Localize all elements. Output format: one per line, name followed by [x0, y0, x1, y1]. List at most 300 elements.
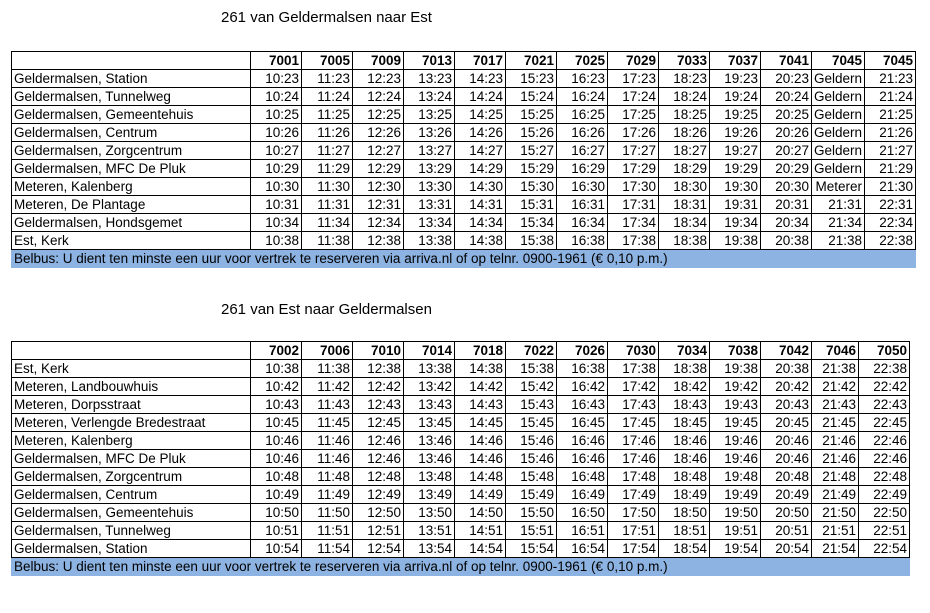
stop-name: Geldermalsen, Tunnelweg [12, 522, 251, 540]
departure-time: 15:54 [506, 540, 557, 558]
departure-time: 18:45 [659, 414, 710, 432]
departure-time: 15:46 [506, 432, 557, 450]
departure-time: 11:38 [302, 232, 353, 250]
departure-time: 17:25 [608, 106, 659, 124]
departure-time: 13:49 [404, 486, 455, 504]
departure-time: 17:31 [608, 196, 659, 214]
departure-time: 13:25 [404, 106, 455, 124]
departure-time: 21:54 [812, 540, 859, 558]
departure-time: 22:46 [859, 450, 910, 468]
departure-time: 12:38 [353, 232, 404, 250]
departure-time: 12:45 [353, 414, 404, 432]
departure-time: 15:24 [506, 88, 557, 106]
trip-number: 7033 [659, 52, 710, 70]
departure-time: Geldern [812, 88, 865, 106]
departure-time: 21:24 [865, 88, 916, 106]
departure-time: 19:46 [710, 450, 761, 468]
departure-time: 19:46 [710, 432, 761, 450]
departure-time: 22:43 [859, 396, 910, 414]
departure-time: 14:50 [455, 504, 506, 522]
departure-time: 15:50 [506, 504, 557, 522]
departure-time: 21:51 [812, 522, 859, 540]
departure-time: 16:42 [557, 378, 608, 396]
table-row [12, 106, 916, 124]
departure-time: 20:31 [761, 196, 812, 214]
stop-name: Meteren, Kalenberg [12, 432, 251, 450]
stop-name: Meteren, Kalenberg [12, 178, 251, 196]
trip-number: 7041 [761, 52, 812, 70]
departure-time: 17:38 [608, 232, 659, 250]
departure-time: 17:54 [608, 540, 659, 558]
departure-time: 16:48 [557, 468, 608, 486]
departure-time: 15:29 [506, 160, 557, 178]
departure-time: 21:43 [812, 396, 859, 414]
departure-time: 10:25 [251, 106, 302, 124]
departure-time: 20:43 [761, 396, 812, 414]
departure-time: 19:49 [710, 486, 761, 504]
departure-time: 14:34 [455, 214, 506, 232]
table-row [12, 178, 916, 196]
departure-time: 12:26 [353, 124, 404, 142]
departure-time: 19:50 [710, 504, 761, 522]
departure-time: 18:30 [659, 178, 710, 196]
departure-time: 16:34 [557, 214, 608, 232]
departure-time: 17:29 [608, 160, 659, 178]
departure-time: 11:54 [302, 540, 353, 558]
timetable-outbound [11, 51, 916, 268]
departure-time: 21:48 [812, 468, 859, 486]
departure-time: 16:50 [557, 504, 608, 522]
table-row [12, 88, 916, 106]
departure-time: 21:29 [865, 160, 916, 178]
departure-time: 10:29 [251, 160, 302, 178]
departure-time: 13:27 [404, 142, 455, 160]
departure-time: 17:34 [608, 214, 659, 232]
departure-time: 17:45 [608, 414, 659, 432]
departure-time: 16:27 [557, 142, 608, 160]
departure-time: 13:48 [404, 468, 455, 486]
departure-time: 18:42 [659, 378, 710, 396]
departure-time: 10:43 [251, 396, 302, 414]
departure-time: 14:38 [455, 360, 506, 378]
departure-time: 10:49 [251, 486, 302, 504]
stop-name: Geldermalsen, Hondsgemet [12, 214, 251, 232]
table-row [12, 232, 916, 250]
trip-number: 7002 [251, 342, 302, 360]
departure-time: 20:38 [761, 232, 812, 250]
table-row [12, 432, 910, 450]
departure-time: 14:31 [455, 196, 506, 214]
departure-time: 15:31 [506, 196, 557, 214]
departure-time: 20:30 [761, 178, 812, 196]
departure-time: 11:25 [302, 106, 353, 124]
departure-time: 14:24 [455, 88, 506, 106]
departure-time: 21:42 [812, 378, 859, 396]
departure-time: 20:34 [761, 214, 812, 232]
departure-time: 18:29 [659, 160, 710, 178]
departure-time: 15:26 [506, 124, 557, 142]
departure-time: 15:46 [506, 450, 557, 468]
departure-time: Geldern [812, 142, 865, 160]
departure-time: 16:29 [557, 160, 608, 178]
departure-time: 20:24 [761, 88, 812, 106]
departure-time: 17:38 [608, 360, 659, 378]
trip-number: 7013 [404, 52, 455, 70]
departure-time: 11:48 [302, 468, 353, 486]
table-row [12, 378, 910, 396]
trip-number: 7046 [812, 342, 859, 360]
departure-time: 14:48 [455, 468, 506, 486]
departure-time: 18:50 [659, 504, 710, 522]
departure-time: 19:38 [710, 232, 761, 250]
departure-time: 21:26 [865, 124, 916, 142]
departure-time: 11:34 [302, 214, 353, 232]
trip-number: 7030 [608, 342, 659, 360]
stop-name: Geldermalsen, Station [12, 540, 251, 558]
departure-time: 15:34 [506, 214, 557, 232]
departure-time: 12:38 [353, 360, 404, 378]
stop-name: Meteren, Landbouwhuis [12, 378, 251, 396]
stop-name: Geldermalsen, Station [12, 70, 251, 88]
stop-name: Est, Kerk [12, 360, 251, 378]
departure-time: 17:42 [608, 378, 659, 396]
departure-time: 16:24 [557, 88, 608, 106]
departure-time: 14:42 [455, 378, 506, 396]
departure-time: 18:34 [659, 214, 710, 232]
departure-time: 14:49 [455, 486, 506, 504]
table-row [12, 124, 916, 142]
departure-time: 16:30 [557, 178, 608, 196]
departure-time: 13:31 [404, 196, 455, 214]
departure-time: 10:31 [251, 196, 302, 214]
departure-time: 16:46 [557, 432, 608, 450]
timetable-return [11, 341, 910, 576]
departure-time: 17:43 [608, 396, 659, 414]
departure-time: 16:26 [557, 124, 608, 142]
departure-time: 18:46 [659, 450, 710, 468]
departure-time: 13:54 [404, 540, 455, 558]
table-row [12, 160, 916, 178]
departure-time: 17:26 [608, 124, 659, 142]
departure-time: 22:51 [859, 522, 910, 540]
departure-time: 10:23 [251, 70, 302, 88]
departure-time: Geldern [812, 160, 865, 178]
departure-time: 16:23 [557, 70, 608, 88]
stop-name: Meteren, Dorpsstraat [12, 396, 251, 414]
departure-time: 13:45 [404, 414, 455, 432]
departure-time: 10:50 [251, 504, 302, 522]
trip-number: 7045 [865, 52, 916, 70]
table-row [12, 196, 916, 214]
departure-time: 12:54 [353, 540, 404, 558]
departure-time: 17:27 [608, 142, 659, 160]
departure-time: 22:50 [859, 504, 910, 522]
departure-time: 22:54 [859, 540, 910, 558]
departure-time: 18:25 [659, 106, 710, 124]
departure-time: 20:27 [761, 142, 812, 160]
departure-time: 18:43 [659, 396, 710, 414]
departure-time: 15:23 [506, 70, 557, 88]
departure-time: 16:49 [557, 486, 608, 504]
belbus-note: Belbus: U dient ten minste een uur voor vertrek te reserveren via arriva.nl of op telnr. 0900-1961 (€ 0,10 p.m.) [12, 558, 910, 576]
departure-time: 10:34 [251, 214, 302, 232]
departure-time: 11:31 [302, 196, 353, 214]
trip-number: 7045 [812, 52, 865, 70]
departure-time: 16:43 [557, 396, 608, 414]
departure-time: 15:45 [506, 414, 557, 432]
departure-time: 12:46 [353, 432, 404, 450]
header-corner [12, 52, 251, 70]
departure-time: 12:50 [353, 504, 404, 522]
departure-time: 10:48 [251, 468, 302, 486]
departure-time: 13:50 [404, 504, 455, 522]
departure-time: 14:30 [455, 178, 506, 196]
departure-time: 13:46 [404, 432, 455, 450]
departure-time: 16:38 [557, 232, 608, 250]
departure-time: 20:50 [761, 504, 812, 522]
departure-time: 18:27 [659, 142, 710, 160]
departure-time: 22:38 [865, 232, 916, 250]
departure-time: 18:46 [659, 432, 710, 450]
departure-time: 14:46 [455, 432, 506, 450]
departure-time: 13:34 [404, 214, 455, 232]
departure-time: 18:31 [659, 196, 710, 214]
departure-time: 21:34 [812, 214, 865, 232]
departure-time: 10:24 [251, 88, 302, 106]
departure-time: 19:31 [710, 196, 761, 214]
trip-number: 7005 [302, 52, 353, 70]
table-row [12, 504, 910, 522]
departure-time: 12:29 [353, 160, 404, 178]
departure-time: 14:51 [455, 522, 506, 540]
departure-time: 21:46 [812, 450, 859, 468]
departure-time: 19:54 [710, 540, 761, 558]
trip-number: 7026 [557, 342, 608, 360]
departure-time: 16:38 [557, 360, 608, 378]
departure-time: 21:27 [865, 142, 916, 160]
departure-time: 20:38 [761, 360, 812, 378]
departure-time: 16:25 [557, 106, 608, 124]
departure-time: 19:48 [710, 468, 761, 486]
table-row [12, 70, 916, 88]
table-row [12, 142, 916, 160]
departure-time: 19:24 [710, 88, 761, 106]
departure-time: 22:48 [859, 468, 910, 486]
table-row [12, 396, 910, 414]
departure-time: 14:27 [455, 142, 506, 160]
departure-time: 11:29 [302, 160, 353, 178]
departure-time: 17:46 [608, 450, 659, 468]
table-row [12, 414, 910, 432]
departure-time: 10:26 [251, 124, 302, 142]
table-row [12, 468, 910, 486]
departure-time: 15:30 [506, 178, 557, 196]
departure-time: 12:24 [353, 88, 404, 106]
header-corner [12, 342, 251, 360]
stop-name: Geldermalsen, Gemeentehuis [12, 504, 251, 522]
departure-time: 19:51 [710, 522, 761, 540]
departure-time: 20:45 [761, 414, 812, 432]
departure-time: 19:34 [710, 214, 761, 232]
departure-time: 15:38 [506, 232, 557, 250]
departure-time: 12:51 [353, 522, 404, 540]
trip-number: 7038 [710, 342, 761, 360]
departure-time: 20:46 [761, 450, 812, 468]
departure-time: 19:27 [710, 142, 761, 160]
departure-time: 16:51 [557, 522, 608, 540]
departure-time: 18:38 [659, 360, 710, 378]
departure-time: Geldern [812, 106, 865, 124]
departure-time: 10:27 [251, 142, 302, 160]
departure-time: 11:46 [302, 450, 353, 468]
trip-header-row [12, 342, 910, 360]
trip-number: 7017 [455, 52, 506, 70]
departure-time: 19:25 [710, 106, 761, 124]
departure-time: 17:30 [608, 178, 659, 196]
departure-time: 16:54 [557, 540, 608, 558]
table-row [12, 450, 910, 468]
departure-time: 20:26 [761, 124, 812, 142]
trip-number: 7006 [302, 342, 353, 360]
departure-time: 13:38 [404, 232, 455, 250]
departure-time: 13:43 [404, 396, 455, 414]
departure-time: 18:23 [659, 70, 710, 88]
departure-time: 13:51 [404, 522, 455, 540]
departure-time: 12:43 [353, 396, 404, 414]
departure-time: 19:29 [710, 160, 761, 178]
departure-time: 17:46 [608, 432, 659, 450]
departure-time: 20:49 [761, 486, 812, 504]
departure-time: 18:51 [659, 522, 710, 540]
departure-time: 17:24 [608, 88, 659, 106]
departure-time: 20:29 [761, 160, 812, 178]
stop-name: Geldermalsen, Centrum [12, 486, 251, 504]
departure-time: 20:42 [761, 378, 812, 396]
departure-time: 10:51 [251, 522, 302, 540]
departure-time: 22:34 [865, 214, 916, 232]
departure-time: 19:45 [710, 414, 761, 432]
departure-time: 10:46 [251, 450, 302, 468]
trip-number: 7037 [710, 52, 761, 70]
table-row [12, 540, 910, 558]
departure-time: 10:54 [251, 540, 302, 558]
trip-number: 7025 [557, 52, 608, 70]
departure-time: 15:38 [506, 360, 557, 378]
departure-time: 10:38 [251, 232, 302, 250]
departure-time: 17:49 [608, 486, 659, 504]
departure-time: 12:31 [353, 196, 404, 214]
departure-time: 13:38 [404, 360, 455, 378]
departure-time: 21:31 [812, 196, 865, 214]
stop-name: Geldermalsen, Zorgcentrum [12, 468, 251, 486]
departure-time: 17:50 [608, 504, 659, 522]
departure-time: 22:42 [859, 378, 910, 396]
departure-time: 12:25 [353, 106, 404, 124]
departure-time: 19:30 [710, 178, 761, 196]
belbus-note-row [12, 558, 910, 576]
departure-time: 14:54 [455, 540, 506, 558]
departure-time: 13:23 [404, 70, 455, 88]
departure-time: 15:43 [506, 396, 557, 414]
departure-time: 14:29 [455, 160, 506, 178]
departure-time: 11:49 [302, 486, 353, 504]
departure-time: 20:46 [761, 432, 812, 450]
departure-time: 12:49 [353, 486, 404, 504]
departure-time: 18:54 [659, 540, 710, 558]
departure-time: 22:31 [865, 196, 916, 214]
departure-time: 15:49 [506, 486, 557, 504]
departure-time: 11:26 [302, 124, 353, 142]
departure-time: 12:23 [353, 70, 404, 88]
stop-name: Geldermalsen, Zorgcentrum [12, 142, 251, 160]
departure-time: 20:51 [761, 522, 812, 540]
table-row [12, 360, 910, 378]
departure-time: 18:26 [659, 124, 710, 142]
departure-time: 19:43 [710, 396, 761, 414]
departure-time: 15:48 [506, 468, 557, 486]
departure-time: 17:48 [608, 468, 659, 486]
departure-time: 21:38 [812, 232, 865, 250]
departure-time: 22:45 [859, 414, 910, 432]
departure-time: 21:30 [865, 178, 916, 196]
departure-time: 15:42 [506, 378, 557, 396]
departure-time: 14:26 [455, 124, 506, 142]
departure-time: 21:49 [812, 486, 859, 504]
departure-time: 11:45 [302, 414, 353, 432]
trip-number: 7018 [455, 342, 506, 360]
departure-time: 22:46 [859, 432, 910, 450]
stop-name: Geldermalsen, MFC De Pluk [12, 160, 251, 178]
departure-time: 14:38 [455, 232, 506, 250]
departure-time: 18:48 [659, 468, 710, 486]
departure-time: 11:38 [302, 360, 353, 378]
timetable-title-return: 261 van Est naar Geldermalsen [221, 301, 432, 318]
departure-time: 22:49 [859, 486, 910, 504]
stop-name: Meteren, De Plantage [12, 196, 251, 214]
departure-time: 11:46 [302, 432, 353, 450]
departure-time: 10:38 [251, 360, 302, 378]
departure-time: 19:23 [710, 70, 761, 88]
departure-time: 11:30 [302, 178, 353, 196]
table-row [12, 522, 910, 540]
departure-time: 12:48 [353, 468, 404, 486]
departure-time: 16:46 [557, 450, 608, 468]
departure-time: 21:50 [812, 504, 859, 522]
departure-time: 21:45 [812, 414, 859, 432]
departure-time: 20:25 [761, 106, 812, 124]
stop-name: Meteren, Verlengde Bredestraat [12, 414, 251, 432]
trip-number: 7022 [506, 342, 557, 360]
departure-time: 10:42 [251, 378, 302, 396]
departure-time: 13:42 [404, 378, 455, 396]
departure-time: 15:25 [506, 106, 557, 124]
departure-time: 14:43 [455, 396, 506, 414]
departure-time: 18:24 [659, 88, 710, 106]
trip-header-row [12, 52, 916, 70]
departure-time: Meterer [812, 178, 865, 196]
departure-time: 12:46 [353, 450, 404, 468]
table-row [12, 214, 916, 232]
stop-name: Est, Kerk [12, 232, 251, 250]
table-row [12, 486, 910, 504]
belbus-note: Belbus: U dient ten minste een uur voor vertrek te reserveren via arriva.nl of op telnr. 0900-1961 (€ 0,10 p.m.) [12, 250, 916, 268]
trip-number: 7010 [353, 342, 404, 360]
departure-time: 16:31 [557, 196, 608, 214]
departure-time: 16:45 [557, 414, 608, 432]
trip-number: 7050 [859, 342, 910, 360]
departure-time: 13:46 [404, 450, 455, 468]
departure-time: 15:27 [506, 142, 557, 160]
